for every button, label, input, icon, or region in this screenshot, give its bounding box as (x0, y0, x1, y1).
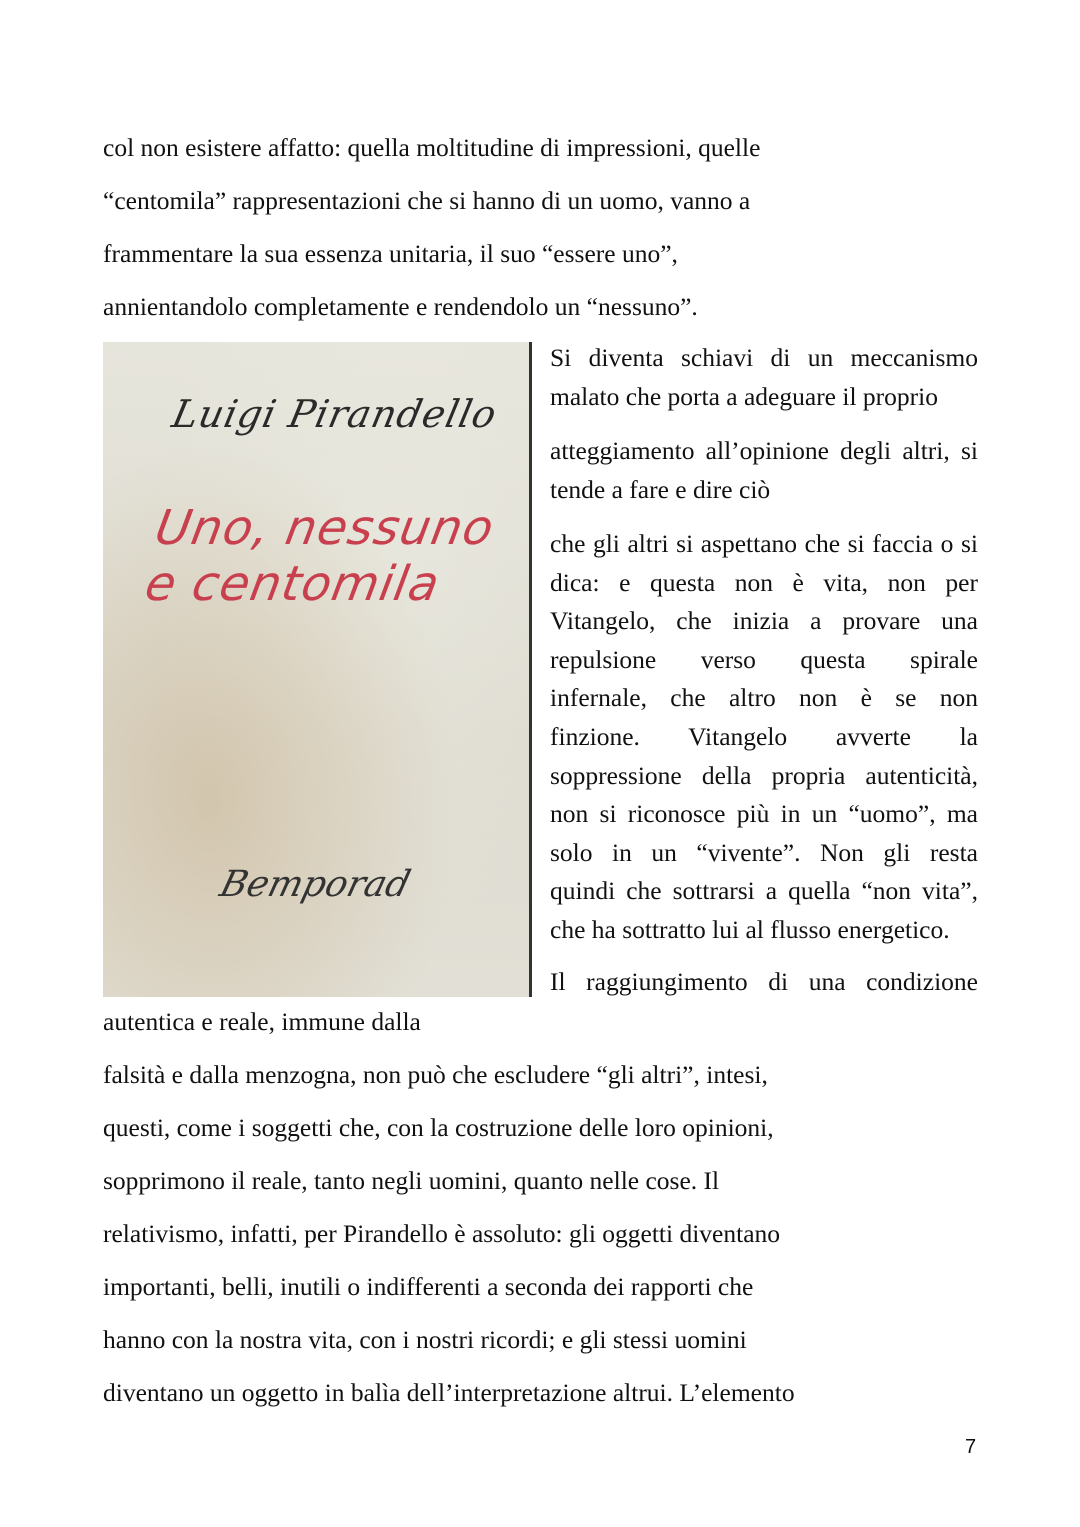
text-line: sopprimono il reale, tanto negli uomini, quanto nelle cose. Il (103, 1166, 720, 1195)
cover-title-line-2: e centomila (141, 556, 445, 612)
text-line: quindi che sottrarsi a quella “non vita”, (550, 876, 978, 906)
text-line: che ha sottratto lui al flusso energetico. (550, 914, 950, 944)
text-line: infernale, che altro non è se non (550, 683, 978, 713)
text-line: Vitangelo, che inizia a provare una (550, 606, 978, 636)
right-paragraph-2 (550, 432, 978, 509)
text-line: atteggiamento all’opinione degli altri, si (550, 436, 978, 465)
paragraph-continued (103, 995, 863, 1048)
text-line: soppressione della propria autenticità, (550, 760, 978, 790)
text-line: annientandolo completamente e rendendolo un “nessuno”. (103, 292, 698, 321)
text-line: malato che porta a adeguare il proprio (550, 381, 938, 411)
paragraph-bottom (103, 1048, 863, 1419)
text-line: “centomila” rappresentazioni che si hanno di un uomo, vanno a (103, 186, 751, 215)
right-paragraph-3 (550, 525, 978, 950)
text-line: col non esistere affatto: quella moltitudine di impressioni, quelle (103, 133, 761, 162)
cover-title-line-1: Uno, nessuno (151, 500, 499, 556)
text-line: importanti, belli, inutili o indifferenti a seconda dei rapporti che (103, 1272, 754, 1301)
text-line: relativismo, infatti, per Pirandello è assoluto: gli oggetti diventano (103, 1219, 781, 1248)
text-line: questi, come i soggetti che, con la costruzione delle loro opinioni, (103, 1113, 774, 1142)
text-line: frammentare la sua essenza unitaria, il suo “essere uno”, (103, 239, 678, 268)
right-paragraph-1 (550, 339, 978, 416)
text-line: dica: e questa non è vita, non per (550, 567, 978, 597)
book-cover-image (103, 342, 532, 997)
text-line: Si diventa schiavi di un meccanismo (550, 343, 978, 372)
text-line: repulsione verso questa spirale (550, 644, 978, 674)
cover-author: Luigi Pirandello (168, 392, 502, 436)
text-line: autentica e reale, immune dalla (103, 1007, 421, 1036)
text-line: diventano un oggetto in balìa dell’interpretazione altrui. L’elemento (103, 1378, 795, 1407)
text-line: solo in un “vivente”. Non gli resta (550, 837, 978, 867)
paragraph-top (103, 121, 863, 333)
text-line: tende a fare e dire ciò (550, 474, 771, 504)
text-line: Il raggiungimento di una condizione (550, 967, 978, 996)
text-line: che gli altri si aspettano che si faccia o si (550, 529, 978, 558)
cover-title (141, 500, 498, 612)
page-number: 7 (965, 1436, 977, 1458)
text-line: finzione. Vitangelo avverte la (550, 721, 978, 751)
text-line: falsità e dalla menzogna, non può che escludere “gli altri”, intesi, (103, 1060, 768, 1089)
text-line: non si riconosce più in un “uomo”, ma (550, 799, 978, 829)
cover-publisher: Bemporad (215, 864, 415, 905)
text-line: hanno con la nostra vita, con i nostri ricordi; e gli stessi uomini (103, 1325, 747, 1354)
